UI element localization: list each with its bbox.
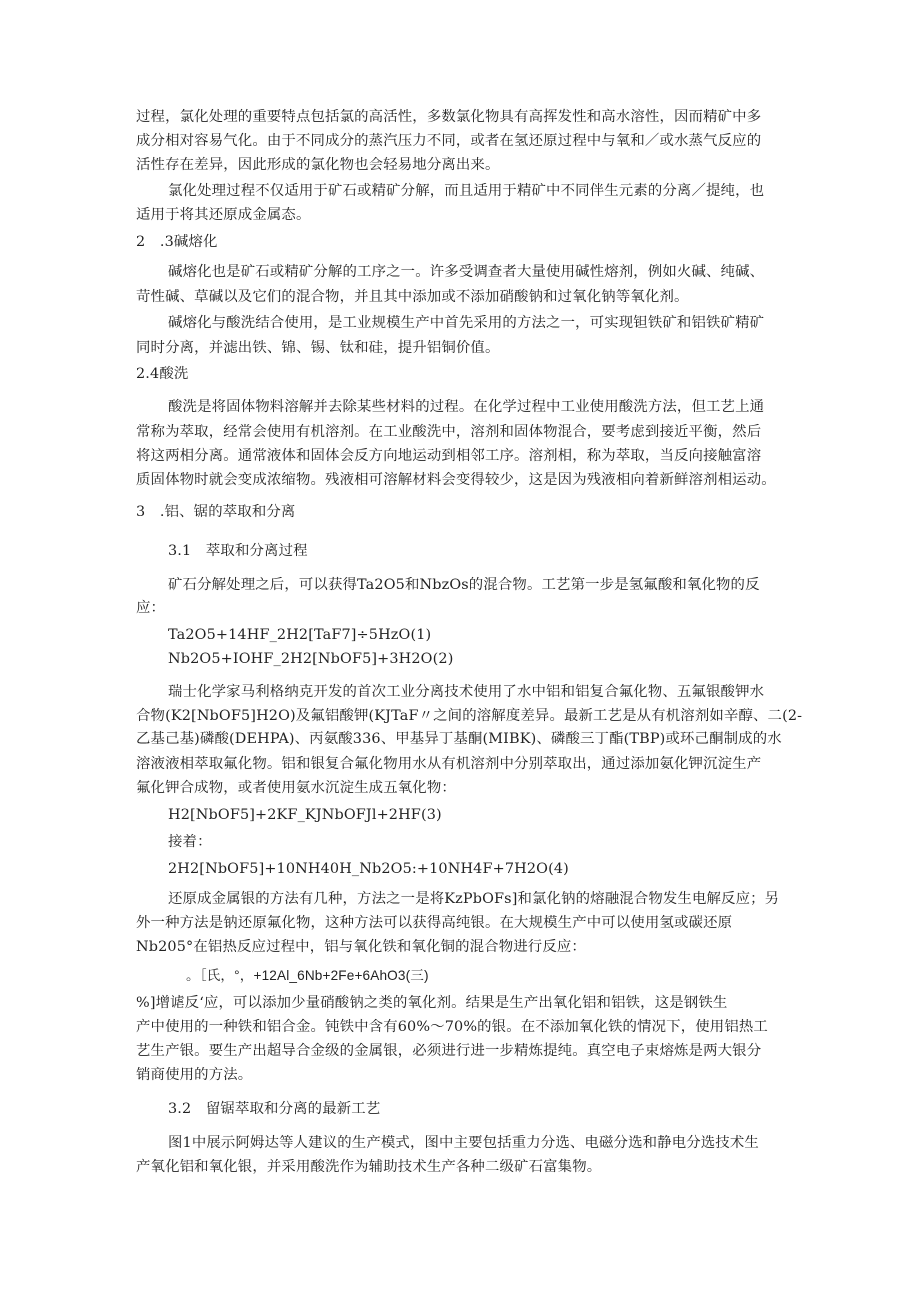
paragraph-line: %]增谑反‘应，可以添加少量硝酸钠之类的氧化剂。结果是生产出氧化铝和铝铁，这是钢铁生 (136, 995, 728, 1011)
paragraph-line: 还原成金属银的方法有几种，方法之一是将KzPbOFs]和氯化钠的熔融混合物发生电解反应；另 (168, 891, 780, 907)
paragraph-line: 合物(K2[NbOF5]H2O)及氟铝酸钾(KJTaF〃之间的溶解度差异。最新工艺是从有机溶剂如辛醇、二(2- (136, 708, 803, 724)
paragraph-line: 过程，氯化处理的重要特点包括氯的高活性，多数氯化物具有高挥发性和高水溶性，因而精矿中多 (136, 109, 762, 125)
paragraph-line: 苛性碱、草碱以及它们的混合物，并且其中添加或不添加硝酸钠和过氧化钠等氧化剂。 (136, 289, 689, 305)
paragraph-line: 应： (136, 600, 166, 616)
subsection-heading: 3.2 留锯萃取和分离的最新工艺 (168, 1101, 381, 1117)
paragraph-line: 适用于将其还原成金属态。 (136, 207, 311, 223)
paragraph-line: 产中使用的一种铁和铝合金。钝铁中含有60%～70%的银。在不添加氧化铁的情况下，使用铝热工 (136, 1019, 768, 1035)
paragraph-line: 艺生产银。要生产出超导合金级的金属银，必须进行进一步精炼提纯。真空电子束熔炼是两大银分 (136, 1043, 762, 1059)
equation: H2[NbOF5]+2KF_KJNbOFJl+2HF(3) (168, 807, 442, 823)
section-heading: 2.4酸洗 (136, 366, 189, 382)
section-heading: 3 .铝、锯的萃取和分离 (136, 504, 296, 520)
paragraph-line: 常称为萃取，经常会使用有机溶剂。在工业酸洗中，溶剂和固体物混合，要考虑到接近平衡，然后 (136, 424, 762, 440)
paragraph-line: 将这两相分离。通常液体和固体会反方向地运动到相邻工序。溶剂相，称为萃取，当反向接触富溶 (136, 448, 762, 464)
equation: 。［氏，°，+12Al_6Nb+2Fe+6AhO3(三) (186, 968, 429, 983)
equation: Nb2O5+IOHF_2H2[NbOF5]+3H2O(2) (168, 651, 454, 667)
paragraph-line: 活性存在差异，因此形成的氯化物也会轻易地分离出来。 (136, 157, 500, 173)
paragraph-line: 矿石分解处理之后，可以获得Ta2O5和NbzOs的混合物。工艺第一步是氢氟酸和氧化物的反 (168, 577, 760, 593)
paragraph-line: 接着： (168, 834, 212, 850)
paragraph-line: 质固体物时就会变成浓缩物。残液相可溶解材料会变得较少，这是因为残液相向着新鲜溶剂相运动。 (136, 472, 776, 488)
paragraph-line: 溶液液相萃取氟化物。铝和银复合氟化物用水从有机溶剂中分别萃取出，通过添加氨化钾沉淀生产 (136, 756, 762, 772)
paragraph-line: 销商使用的方法。 (136, 1067, 253, 1083)
section-heading: 2 .3碱熔化 (136, 234, 218, 250)
paragraph-line: 外一种方法是钠还原氟化物，这种方法可以获得高纯银。在大规模生产中可以使用氢或碳还原 (136, 915, 733, 931)
paragraph-line: 氯化处理过程不仅适用于矿石或精矿分解，而且适用于精矿中不同伴生元素的分离／提纯，也 (168, 183, 765, 199)
paragraph-line: Nb205°在铝热反应过程中，铝与氧化铁和氧化铜的混合物进行反应： (136, 939, 586, 955)
paragraph-line: 图1中展示阿姆达等人建议的生产模式，图中主要包括重力分选、电磁分选和静电分选技术生 (168, 1135, 759, 1151)
paragraph-line: 乙基己基)磷酸(DEHPA)、丙氨酸336、甲基异丁基酮(MIBK)、磷酸三丁酯(TBP)或环己酮制成的水 (136, 731, 782, 747)
paragraph-line: 瑞士化学家马利格纳克开发的首次工业分离技术使用了水中铝和铝复合氟化物、五氟银酸钾水 (168, 684, 765, 700)
paragraph-line: 碱熔化也是矿石或精矿分解的工序之一。许多受调查者大量使用碱性熔剂，例如火碱、纯碱、 (168, 264, 765, 280)
paragraph-line: 成分相对容易气化。由于不同成分的蒸汽压力不同，或者在氢还原过程中与氧和／或水蒸气反应的 (136, 133, 762, 149)
equation: Ta2O5+14HF_2H2[TaF7]÷5HzO(1) (168, 627, 432, 643)
paragraph-line: 碱熔化与酸洗结合使用，是工业规模生产中首先采用的方法之一，可实现钽铁矿和铝铁矿精矿 (168, 315, 765, 331)
paragraph-line: 氟化钾合成物，或者使用氨水沉淀生成五氧化物： (136, 780, 456, 796)
paragraph-line: 产氧化铝和氧化银，并采用酸洗作为辅助技术生产各种二级矿石富集物。 (136, 1159, 602, 1175)
paragraph-line: 同时分离，并滤出铁、锦、锡、钛和硅，提升铝铜价值。 (136, 340, 500, 356)
paragraph-line: 酸洗是将固体物料溶解并去除某些材料的过程。在化学过程中工业使用酸洗方法，但工艺上通 (168, 399, 765, 415)
subsection-heading: 3.1 萃取和分离过程 (168, 543, 308, 559)
equation: 2H2[NbOF5]+10NH40H_Nb2O5:+10NH4F+7H2O(4) (168, 861, 569, 877)
